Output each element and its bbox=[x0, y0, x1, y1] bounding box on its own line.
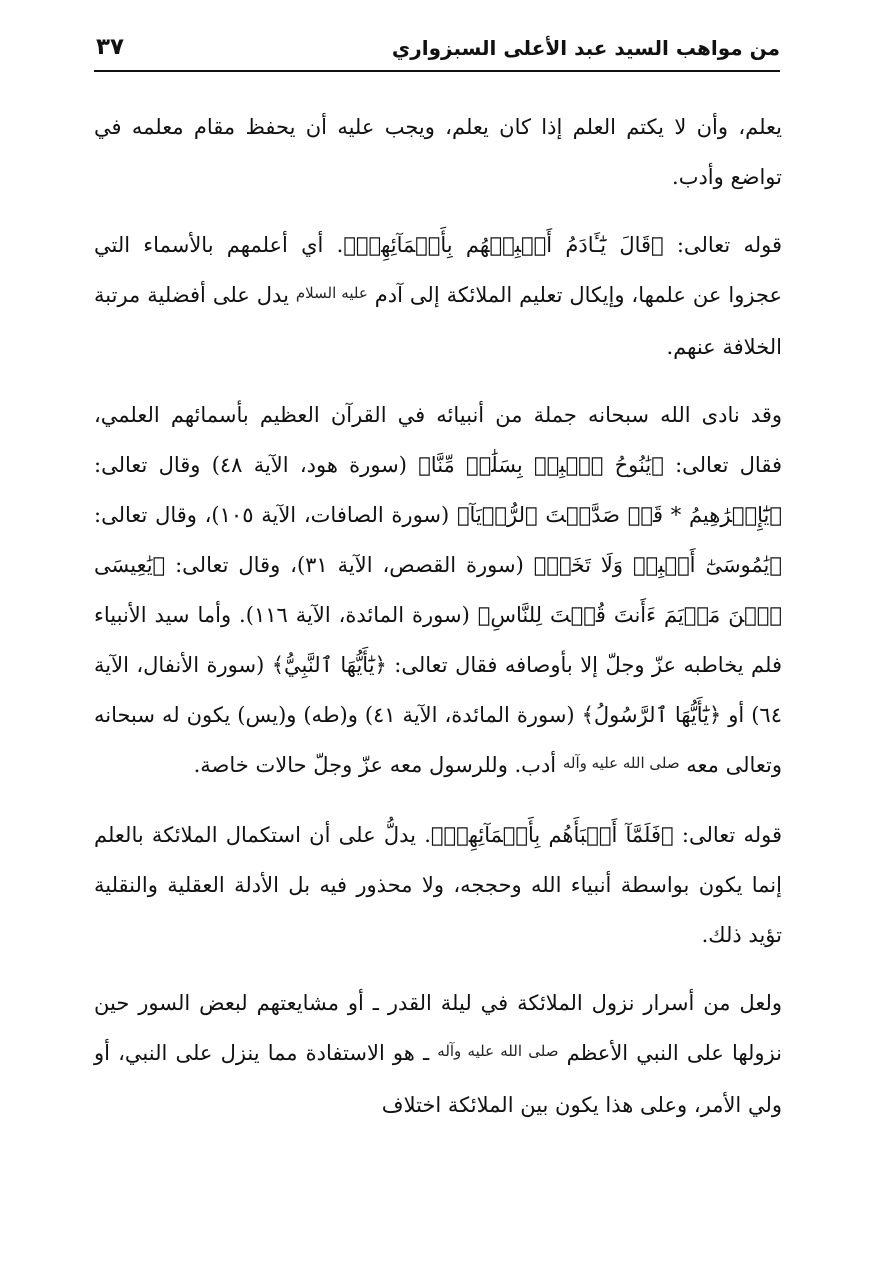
quran-quote: ﴿يَٰٓإِبۡرَٰهِيمُ * قَدۡ صَدَّقۡتَ ٱلرُّءۡيَآ﴾ bbox=[456, 503, 782, 527]
text-run: (سورة الأنفال، الآية ٦٤) أو bbox=[94, 653, 782, 727]
paragraph bbox=[94, 978, 782, 1130]
quran-quote: ﴿يَٰمُوسَىٰٓ أَقۡبِلۡ وَلَا تَخَفۡ﴾ bbox=[533, 553, 782, 577]
text-run: ولعل من أسرار نزول الملائكة في ليلة القدر ـ أو مشايعتهم لبعض السور حين نزولها على النبي الأعظم bbox=[94, 991, 783, 1065]
text-run: قوله تعالى: bbox=[663, 233, 782, 257]
text-run: (سورة القصص، الآية ٣١)، وقال تعالى: bbox=[165, 553, 534, 577]
text-run: أدب. وللرسول معه عزّ وجلّ حالات خاصة. bbox=[193, 753, 563, 777]
text-run: (سورة المائدة، الآية ٤١) و(طه) و(يس) يكون له سبحانه وتعالى معه bbox=[94, 703, 782, 777]
running-title: من مواهب السيد عبد الأعلى السبزواري bbox=[391, 36, 780, 60]
quran-quote: ﴿يَٰٓأَيُّهَا ٱلنَّبِيُّ﴾ bbox=[271, 653, 387, 677]
text-run: . أي أعلمهم بالأسماء التي عجزوا عن علمها، وإيكال تعليم الملائكة إلى آدم bbox=[94, 233, 783, 307]
text-run: (سورة المائدة، الآية ١١٦). وأما سيد الأنبياء فلم يخاطبه عزّ وجلّ إلا بأوصافه فقال تعالى: bbox=[94, 603, 783, 677]
text-run: قوله تعالى: bbox=[673, 823, 783, 847]
quran-quote: ﴿يَٰعِيسَى ٱبۡنَ مَرۡيَمَ ءَأَنتَ قُلۡتَ لِلنَّاسِ﴾ bbox=[94, 553, 782, 627]
paragraph bbox=[94, 102, 782, 202]
page-header bbox=[94, 28, 780, 72]
text-run: يعلم، وأن لا يكتم العلم إذا كان يعلم، ويجب عليه أن يحفظ مقام معلمه في تواضع وأدب. bbox=[94, 115, 782, 189]
quran-quote: ﴿قَالَ يَٰٓـَٔادَمُ أَنۢبِئۡهُم بِأَسۡمَآئِهِمۡ﴾ bbox=[343, 233, 664, 257]
quran-quote: ﴿يَٰنُوحُ ٱهۡبِطۡ بِسَلَٰمٖ مِّنَّا﴾ bbox=[418, 453, 664, 477]
paragraph bbox=[94, 810, 782, 960]
text-run: يدل على أفضلية مرتبة الخلافة عنهم. bbox=[94, 283, 782, 359]
quran-quote: ﴿يَٰٓأَيُّهَا ٱلرَّسُولُ﴾ bbox=[581, 703, 722, 727]
text-run: (سورة هود، الآية ٤٨) وقال تعالى: bbox=[94, 453, 419, 477]
text-run: ـ هو الاستفادة مما ينزل على النبي، أو ولي الأمر، وعلى هذا يكون بين الملائكة اختلاف bbox=[94, 1041, 782, 1117]
paragraph bbox=[94, 220, 782, 372]
honorific-mark: صلى الله عليه وآله bbox=[562, 754, 680, 772]
honorific-mark: صلى الله عليه وآله bbox=[437, 1042, 559, 1060]
page-number: ٣٧ bbox=[96, 34, 125, 60]
quran-quote: ﴿فَلَمَّآ أَنۢبَأَهُم بِأَسۡمَآئِهِمۡ﴾ bbox=[430, 823, 674, 847]
honorific-mark: عليه السلام bbox=[295, 284, 368, 302]
text-run: . يدلُّ على أن استكمال الملائكة بالعلم إنما يكون بواسطة أنبياء الله وحججه، ولا محذور فيه بل الأدلة العقلية والنقلية تؤيد ذلك. bbox=[94, 823, 782, 947]
text-run: (سورة الصافات، الآية ١٠٥)، وقال تعالى: bbox=[94, 503, 457, 527]
body-text bbox=[94, 102, 782, 1130]
text-run: وقد نادى الله سبحانه جملة من أنبيائه في القرآن العظيم بأسمائهم العلمي، فقال تعالى: bbox=[94, 403, 782, 477]
paragraph bbox=[94, 390, 782, 792]
